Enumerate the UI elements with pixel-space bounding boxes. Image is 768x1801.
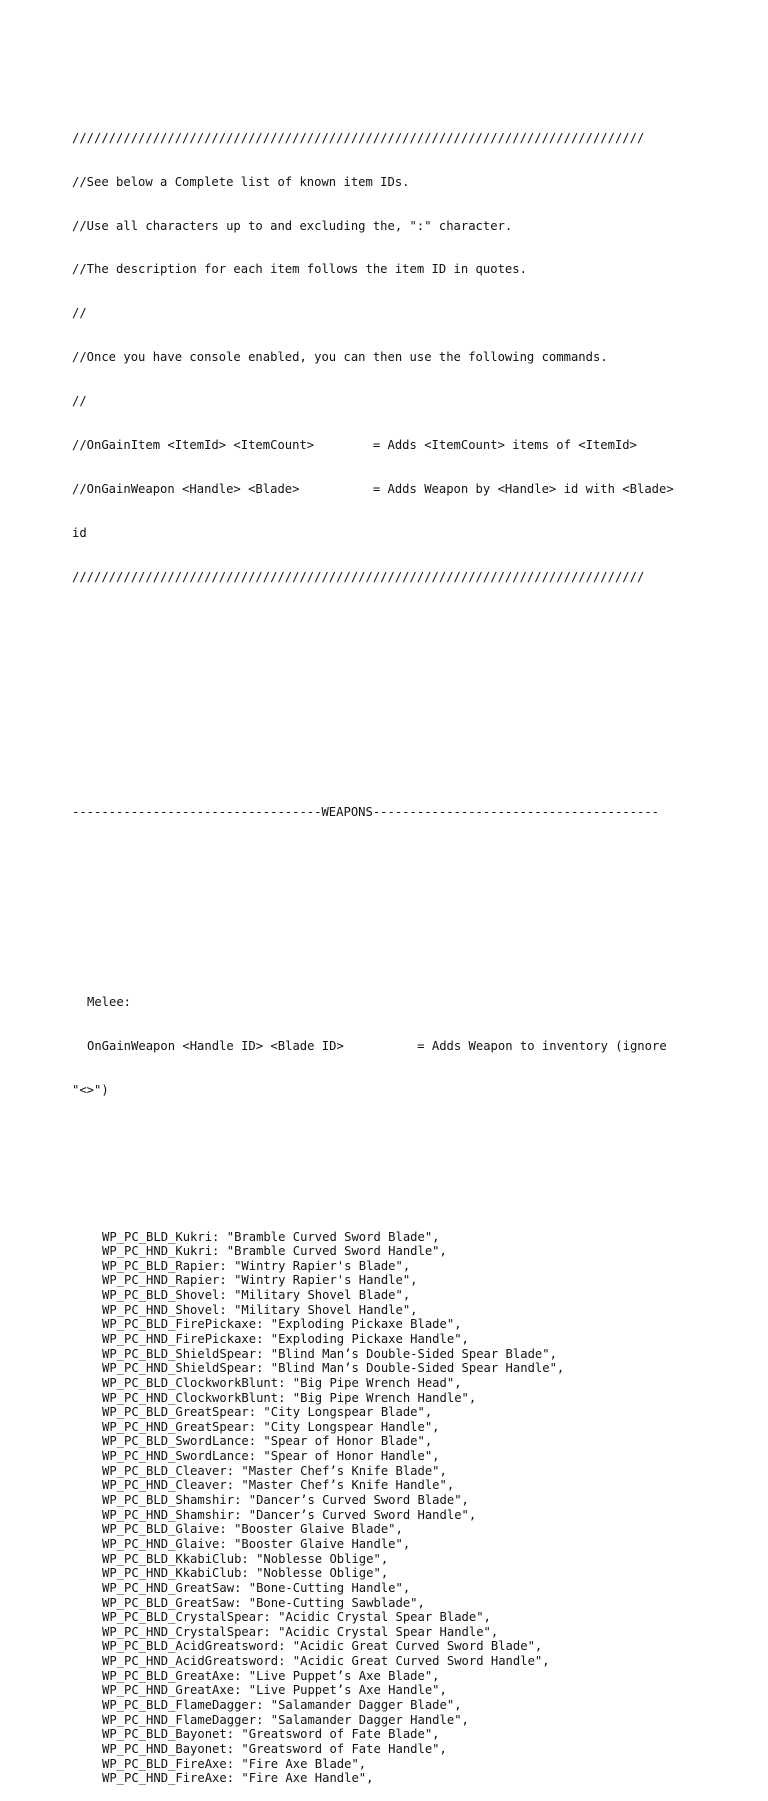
spacer: [72, 702, 712, 717]
header-line: //Use all characters up to and excluding the, ":" character.: [72, 218, 513, 233]
list-item: WP_PC_BLD_ShieldSpear: "Blind Man’s Double-Sided Spear Blade",: [102, 1346, 557, 1361]
list-item: WP_PC_HND_FirePickaxe: "Exploding Pickaxe Handle",: [102, 1332, 469, 1346]
list-item: WP_PC_BLD_ClockworkBlunt: "Big Pipe Wrench Head",: [102, 1375, 462, 1390]
list-item: WP_PC_BLD_AcidGreatsword: "Acidic Great Curved Sword Blade",: [102, 1639, 543, 1654]
header-line: id: [72, 526, 87, 541]
list-item: WP_PC_BLD_GreatSaw: "Bone-Cutting Sawblade",: [102, 1595, 425, 1610]
list-item: WP_PC_HND_Cleaver: "Master Chef’s Knife Handle",: [102, 1478, 455, 1493]
list-item: WP_PC_HND_GreatSaw: "Bone-Cutting Handle",: [102, 1580, 411, 1595]
list-item: WP_PC_HND_FireAxe: "Fire Axe Handle",: [102, 1771, 374, 1786]
list-item: WP_PC_HND_CrystalSpear: "Acidic Crystal Spear Handle",: [102, 1624, 499, 1639]
list-item: WP_PC_HND_Shamshir: "Dancer’s Curved Sword Handle",: [102, 1507, 477, 1522]
list-item: WP_PC_BLD_FireAxe: "Fire Axe Blade",: [102, 1756, 367, 1771]
list-item: WP_PC_BLD_Bayonet: "Greatsword of Fate Blade",: [102, 1727, 440, 1742]
melee-section: [72, 966, 712, 1127]
list-item: WP_PC_HND_Rapier: "Wintry Rapier's Handle",: [102, 1273, 418, 1288]
header-line: //Once you have console enabled, you can then use the following commands.: [72, 350, 608, 365]
spacer: [72, 907, 712, 922]
list-item: WP_PC_BLD_FlameDagger: "Salamander Dagger Blade",: [102, 1698, 462, 1713]
list-item: WP_PC_BLD_SwordLance: "Spear of Honor Blade",: [102, 1434, 433, 1449]
list-item: WP_PC_HND_Shovel: "Military Shovel Handle",: [102, 1302, 418, 1317]
list-item: WP_PC_HND_SwordLance: "Spear of Honor Handle",: [102, 1449, 440, 1464]
header-line: //See below a Complete list of known item IDs.: [72, 174, 410, 189]
spacer: [72, 1171, 712, 1186]
list-item: WP_PC_BLD_Shovel: "Military Shovel Blade",: [102, 1288, 411, 1303]
melee-label: Melee:: [87, 995, 132, 1010]
list-item: WP_PC_HND_ClockworkBlunt: "Big Pipe Wrench Handle",: [102, 1390, 477, 1405]
list-item: WP_PC_BLD_Cleaver: "Master Chef’s Knife Blade",: [102, 1463, 447, 1478]
melee-command-line-wrap: "<>"): [72, 1082, 109, 1097]
list-item: WP_PC_HND_Glaive: "Booster Glaive Handle",: [102, 1536, 411, 1551]
spacer: [72, 863, 712, 878]
list-item: WP_PC_HND_ShieldSpear: "Blind Man’s Double-Sided Spear Handle",: [102, 1361, 565, 1376]
item-id-list: [72, 1230, 712, 1786]
list-item: WP_PC_BLD_GreatAxe: "Live Puppet’s Axe Blade",: [102, 1668, 440, 1683]
header-line: //: [72, 306, 87, 321]
header-line: //The description for each item follows the item ID in quotes.: [72, 262, 527, 277]
header-comment-block: [72, 101, 712, 614]
list-item: WP_PC_BLD_KkabiClub: "Noblesse Oblige",: [102, 1551, 389, 1566]
document-page: [72, 72, 712, 1801]
list-item: WP_PC_HND_GreatAxe: "Live Puppet’s Axe Handle",: [102, 1683, 447, 1698]
list-item: WP_PC_HND_Bayonet: "Greatsword of Fate Handle",: [102, 1741, 447, 1756]
list-item: WP_PC_BLD_Rapier: "Wintry Rapier's Blade",: [102, 1258, 411, 1273]
section-title-weapons: ----------------------------------WEAPONS---------------------------------------: [72, 804, 659, 819]
list-item: WP_PC_BLD_Shamshir: "Dancer’s Curved Sword Blade",: [102, 1493, 469, 1508]
header-line: //////////////////////////////////////////////////////////////////////////////: [72, 570, 645, 585]
list-item: WP_PC_BLD_Glaive: "Booster Glaive Blade",: [102, 1522, 403, 1537]
list-item: WP_PC_BLD_FirePickaxe: "Exploding Pickaxe Blade",: [102, 1317, 462, 1332]
header-line: //: [72, 394, 87, 409]
spacer: [72, 746, 712, 761]
list-item: WP_PC_HND_GreatSpear: "City Longspear Handle",: [102, 1419, 440, 1434]
list-item: WP_PC_BLD_Kukri: "Bramble Curved Sword Blade",: [102, 1229, 440, 1244]
melee-command-line: OnGainWeapon <Handle ID> <Blade ID> = Adds Weapon to inventory (ignore: [87, 1039, 667, 1054]
list-item: WP_PC_HND_KkabiClub: "Noblesse Oblige",: [102, 1566, 389, 1581]
list-item: WP_PC_HND_Kukri: "Bramble Curved Sword Handle",: [102, 1244, 447, 1259]
list-item: WP_PC_BLD_GreatSpear: "City Longspear Blade",: [102, 1405, 433, 1420]
header-line: //OnGainItem <ItemId> <ItemCount> = Adds <ItemCount> items of <ItemId>: [72, 438, 637, 453]
header-line: //OnGainWeapon <Handle> <Blade> = Adds Weapon by <Handle> id with <Blade>: [72, 482, 674, 497]
list-item: WP_PC_HND_FlameDagger: "Salamander Dagger Handle",: [102, 1712, 469, 1727]
spacer: [72, 658, 712, 673]
list-item: WP_PC_BLD_CrystalSpear: "Acidic Crystal Spear Blade",: [102, 1610, 491, 1625]
header-line: //////////////////////////////////////////////////////////////////////////////: [72, 130, 645, 145]
list-item: WP_PC_HND_AcidGreatsword: "Acidic Great Curved Sword Handle",: [102, 1654, 550, 1669]
